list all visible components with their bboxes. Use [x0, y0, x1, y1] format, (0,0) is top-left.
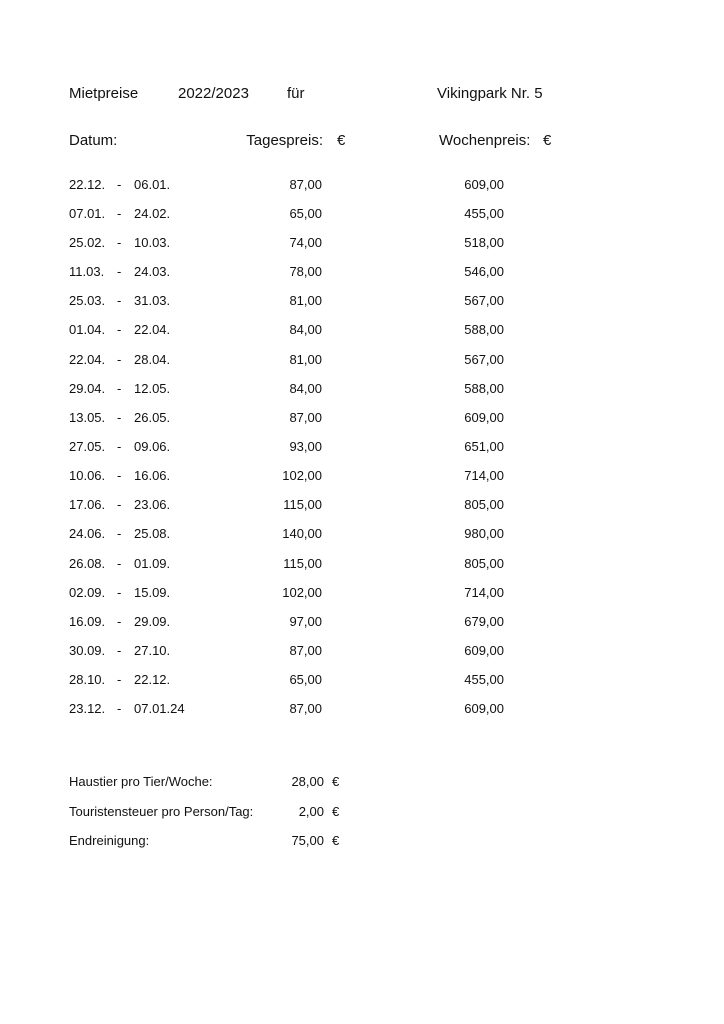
season-year: 2022/2023 — [178, 85, 249, 102]
date-from: 10.06. — [69, 468, 106, 483]
date-to: 27.10. — [134, 643, 171, 658]
table-row — [0, 439, 724, 457]
date-separator: - — [117, 177, 122, 192]
date-separator: - — [117, 585, 122, 600]
date-to: 24.02. — [134, 206, 171, 221]
extra-charge-row — [0, 804, 724, 822]
extra-charge-currency: € — [332, 804, 340, 819]
document-title: Mietpreise — [69, 85, 139, 102]
column-header-daily: Tagespreis: — [246, 132, 323, 149]
weekly-price: 588,00 — [464, 322, 504, 337]
date-from: 24.06. — [69, 526, 106, 541]
extra-charge-currency: € — [332, 774, 340, 789]
table-row — [0, 614, 724, 632]
extra-charge-value: 28,00 — [291, 774, 324, 789]
daily-price: 115,00 — [283, 497, 322, 512]
daily-price: 81,00 — [289, 352, 322, 367]
table-row — [0, 410, 724, 428]
date-to: 15.09. — [134, 585, 171, 600]
date-to: 06.01. — [134, 177, 171, 192]
date-from: 07.01. — [69, 206, 106, 221]
weekly-price: 455,00 — [464, 672, 504, 687]
date-separator: - — [117, 643, 122, 658]
table-row — [0, 235, 724, 253]
column-header-weekly: Wochenpreis: — [439, 132, 531, 149]
date-separator: - — [117, 322, 122, 337]
weekly-price: 805,00 — [464, 497, 504, 512]
weekly-price: 805,00 — [464, 556, 504, 571]
date-separator: - — [117, 264, 122, 279]
weekly-price: 567,00 — [464, 352, 504, 367]
weekly-price: 609,00 — [464, 701, 504, 716]
date-to: 23.06. — [134, 497, 171, 512]
date-from: 26.08. — [69, 556, 106, 571]
date-separator: - — [117, 410, 122, 425]
daily-price: 65,00 — [289, 672, 322, 687]
weekly-price: 588,00 — [464, 381, 504, 396]
date-to: 01.09. — [134, 556, 171, 571]
weekly-price: 714,00 — [464, 585, 504, 600]
weekly-price: 567,00 — [464, 293, 504, 308]
date-separator: - — [117, 497, 122, 512]
date-to: 16.06. — [134, 468, 171, 483]
table-row — [0, 526, 724, 544]
date-from: 27.05. — [69, 439, 106, 454]
date-to: 10.03. — [134, 235, 171, 250]
daily-price: 102,00 — [282, 468, 322, 483]
date-separator: - — [117, 439, 122, 454]
date-from: 25.03. — [69, 293, 106, 308]
date-to: 22.04. — [134, 322, 171, 337]
date-separator: - — [117, 701, 122, 716]
date-to: 29.09. — [134, 614, 171, 629]
date-separator: - — [117, 468, 122, 483]
table-row — [0, 701, 724, 719]
daily-price: 102,00 — [282, 585, 322, 600]
date-to: 09.06. — [134, 439, 171, 454]
date-to: 12.05. — [134, 381, 171, 396]
daily-price: 87,00 — [289, 701, 322, 716]
table-row — [0, 293, 724, 311]
date-separator: - — [117, 556, 122, 571]
date-to: 31.03. — [134, 293, 171, 308]
table-row — [0, 643, 724, 661]
weekly-price: 518,00 — [464, 235, 504, 250]
extra-charge-row — [0, 774, 724, 792]
column-header-daily-currency: € — [337, 132, 346, 149]
date-from: 01.04. — [69, 322, 106, 337]
date-to: 26.05. — [134, 410, 171, 425]
weekly-price: 609,00 — [464, 410, 504, 425]
daily-price: 81,00 — [289, 293, 322, 308]
date-from: 02.09. — [69, 585, 106, 600]
daily-price: 140,00 — [282, 526, 322, 541]
daily-price: 84,00 — [289, 381, 322, 396]
weekly-price: 980,00 — [464, 526, 504, 541]
column-header-weekly-currency: € — [543, 132, 552, 149]
date-to: 25.08. — [134, 526, 171, 541]
extra-charge-label: Endreinigung: — [69, 833, 150, 848]
date-from: 30.09. — [69, 643, 106, 658]
table-row — [0, 468, 724, 486]
date-from: 22.12. — [69, 177, 106, 192]
property-name: Vikingpark Nr. 5 — [437, 85, 543, 102]
date-from: 17.06. — [69, 497, 106, 512]
extra-charge-label: Haustier pro Tier/Woche: — [69, 774, 213, 789]
daily-price: 97,00 — [289, 614, 322, 629]
daily-price: 87,00 — [289, 410, 322, 425]
date-to: 24.03. — [134, 264, 171, 279]
daily-price: 93,00 — [289, 439, 322, 454]
date-to: 28.04. — [134, 352, 171, 367]
weekly-price: 679,00 — [464, 614, 504, 629]
date-separator: - — [117, 235, 122, 250]
table-row — [0, 672, 724, 690]
weekly-price: 714,00 — [464, 468, 504, 483]
daily-price: 87,00 — [289, 177, 322, 192]
table-row — [0, 381, 724, 399]
daily-price: 115,00 — [283, 556, 322, 571]
weekly-price: 609,00 — [464, 643, 504, 658]
daily-price: 65,00 — [289, 206, 322, 221]
date-separator: - — [117, 381, 122, 396]
date-from: 28.10. — [69, 672, 106, 687]
weekly-price: 546,00 — [464, 264, 504, 279]
extra-charge-label: Touristensteuer pro Person/Tag: — [69, 804, 254, 819]
column-header-date: Datum: — [69, 132, 118, 149]
date-separator: - — [117, 614, 122, 629]
table-row — [0, 556, 724, 574]
daily-price: 74,00 — [289, 235, 322, 250]
extra-charge-value: 75,00 — [291, 833, 324, 848]
table-row — [0, 585, 724, 603]
weekly-price: 609,00 — [464, 177, 504, 192]
date-separator: - — [117, 206, 122, 221]
date-from: 13.05. — [69, 410, 106, 425]
weekly-price: 455,00 — [464, 206, 504, 221]
date-from: 23.12. — [69, 701, 106, 716]
table-row — [0, 352, 724, 370]
date-from: 11.03. — [69, 264, 105, 279]
weekly-price: 651,00 — [464, 439, 504, 454]
date-separator: - — [117, 526, 122, 541]
table-row — [0, 264, 724, 282]
daily-price: 78,00 — [289, 264, 322, 279]
date-from: 22.04. — [69, 352, 106, 367]
extra-charge-row — [0, 833, 724, 851]
for-label: für — [287, 85, 305, 102]
daily-price: 84,00 — [289, 322, 322, 337]
date-separator: - — [117, 293, 122, 308]
daily-price: 87,00 — [289, 643, 322, 658]
date-to: 22.12. — [134, 672, 171, 687]
table-row — [0, 206, 724, 224]
date-from: 29.04. — [69, 381, 106, 396]
table-row — [0, 177, 724, 195]
table-row — [0, 322, 724, 340]
date-separator: - — [117, 672, 122, 687]
date-from: 16.09. — [69, 614, 106, 629]
date-to: 07.01.24 — [134, 701, 185, 716]
table-row — [0, 497, 724, 515]
extra-charge-currency: € — [332, 833, 340, 848]
extra-charge-value: 2,00 — [298, 804, 324, 819]
date-separator: - — [117, 352, 122, 367]
date-from: 25.02. — [69, 235, 106, 250]
